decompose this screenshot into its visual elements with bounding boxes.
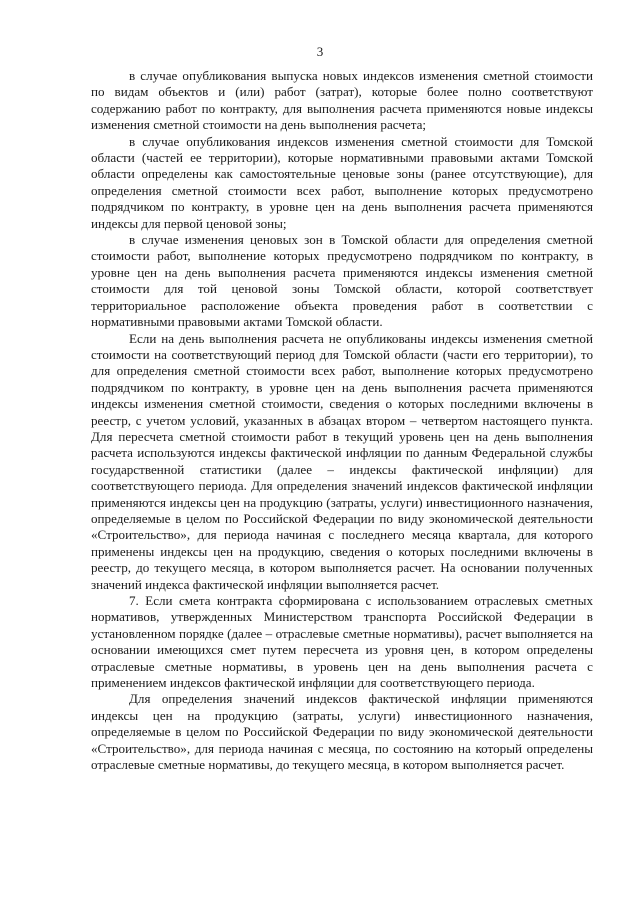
paragraph-unpublished-indices: Если на день выполнения расчета не опубликованы индексы изменения сметной стоимости на соответствующий период для Томской области (части его территории), то для определения сметной стоимости всех работ, выполнение которых предусмотрено подрядчиком по контракту, в уровне цен на день выполнения расчета применяются индексы изменения сметной стоимости, сведения о которых последними включены в реестр, с учетом условий, указанных в абзацах втором – четвертом настоящего пункта. Для пересчета сметной стоимости работ в текущий уровень цен на день выполнения расчета используются индексы фактической инфляции по данным Федеральной службы государственной статистики (далее – индексы фактической инфляции) для соответствующего периода. Для определения значений индексов фактической инфляции применяются индексы цен на продукцию (затраты, услуги) инвестиционного назначения, определяемые в целом по Российской Федерации по виду экономической деятельности «Строительство», для периода начиная с последнего месяца квартала, для которого применены индексы цен на продукцию, сведения о которых последними включены в реестр, до текущего месяца, в котором выполняется расчет. На основании полученных значений индекса фактической инфляции выполняется расчет. [91,330,593,592]
paragraph-item-7: 7. Если смета контракта сформирована с использованием отраслевых сметных нормативов, утвержденных Министерством транспорта Российской Федерации в установленном порядке (далее – отраслевые сметные нормативы), расчет выполняется на основании имеющихся смет путем пересчета из уровня цен, в котором определены отраслевые сметные нормативы, в уровень цен на день выполнения расчета с применением индексов фактической инфляции для соответствующего периода. [91,593,593,691]
paragraph-zone-change: в случае изменения ценовых зон в Томской области для определения сметной стоимости работ, выполнение которых предусмотрено подрядчиком по контракту, в уровне цен на день выполнения расчета применяются индексы изменения сметной стоимости для той ценовой зоны Томской области, которой соответствует территориальное расположение объекта проведения работ в соответствии с нормативными правовыми актами Томской области. [91,232,593,330]
paragraph-inflation-indices: Для определения значений индексов фактической инфляции применяются индексы цен на продукцию (затраты, услуги) инвестиционного назначения, определяемые в целом по Российской Федерации по виду экономической деятельности «Строительство», для периода начиная с месяца, по состоянию на который определены отраслевые сметные нормативы, до текущего месяца, в котором выполняется расчет. [91,691,593,773]
paragraph-new-indices: в случае опубликования выпуска новых индексов изменения сметной стоимости по видам объектов и (или) работ (затрат), которые более полно соответствуют содержанию работ по контракту, для выполнения расчета применяются новые индексы изменения сметной стоимости на день выполнения расчета; [91,68,593,133]
paragraph-tomsk-price-zones: в случае опубликования индексов изменения сметной стоимости для Томской области (частей ее территории), которые нормативными правовыми актами Томской области определены как самостоятельные ценовые зоны (ранее отсутствующие), для определения сметной стоимости всех работ, выполнение которых предусмотрено подрядчиком по контракту, в уровне цен на день выполнения расчета применяются индексы для первой ценовой зоны; [91,133,593,231]
page-number: 3 [316,44,324,59]
document-body [91,68,593,773]
